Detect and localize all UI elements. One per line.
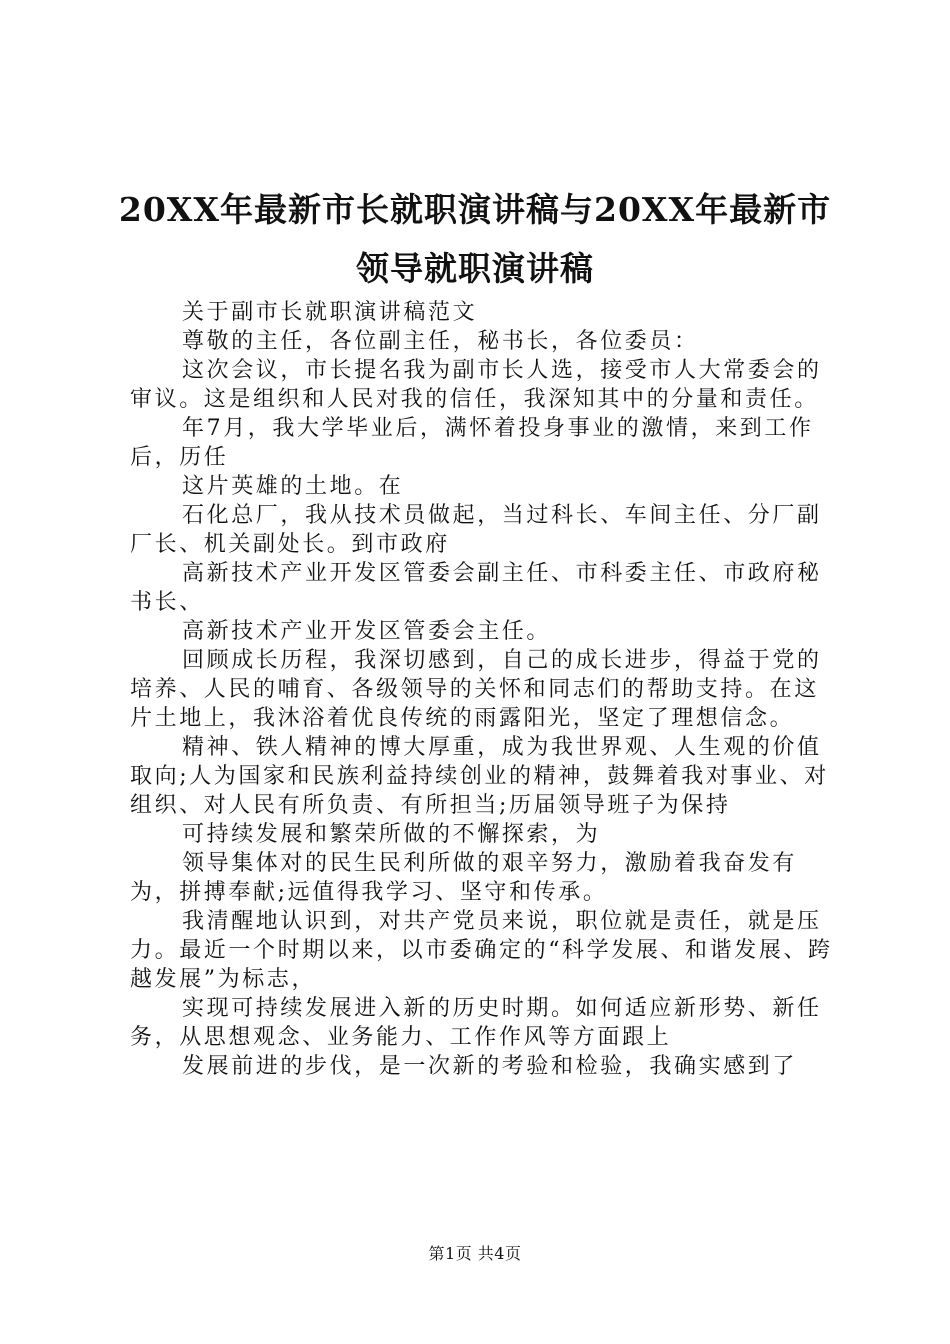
- paragraph: 可持续发展和繁荣所做的不懈探索，为: [182, 822, 601, 847]
- paragraph: 领导集体对的民生民利所做的艰辛努力，激励着我奋发有为，拼搏奉献;远值得我学习、坚守和传承。: [130, 851, 798, 905]
- paragraph: 高新技术产业开发区管委会副主任、市科委主任、市政府秘书长、: [130, 561, 822, 615]
- document-title-line-2: 领导就职演讲稿: [356, 249, 594, 288]
- paragraph: 关于副市长就职演讲稿范文: [182, 300, 478, 325]
- paragraph: 回顾成长历程，我深切感到，自己的成长进步，得益于党的培养、人民的哺育、各级领导的关怀和同志们的帮助支持。在这片土地上，我沐浴着优良传统的雨露阳光，坚定了理想信念。: [130, 648, 822, 731]
- paragraph: 实现可持续发展进入新的历史时期。如何适应新形势、新任务，从思想观念、业务能力、工作作风等方面跟上: [130, 996, 822, 1050]
- paragraph: 这片英雄的土地。在: [182, 474, 404, 499]
- paragraph: 高新技术产业开发区管委会主任。: [182, 619, 552, 644]
- page-indicator: 第1页 共4页: [428, 1244, 522, 1263]
- paragraph: 尊敬的主任，各位副主任，秘书长，各位委员：: [182, 329, 699, 354]
- document-body: [130, 298, 842, 1081]
- paragraph: 精神、铁人精神的博大厚重，成为我世界观、人生观的价值取向;人为国家和民族利益持续创业的精神，鼓舞着我对事业、对组织、对人民有所负责、有所担当;历届领导班子为保持: [130, 735, 829, 818]
- paragraph: 这次会议，市长提名我为副市长人选，接受市人大常委会的审议。这是组织和人民对我的信任，我深知其中的分量和责任。: [130, 358, 822, 412]
- paragraph: 我清醒地认识到，对共产党员来说，职位就是责任，就是压力。最近一个时期以来，以市委确定的“科学发展、和谐发展、跨越发展”为标志，: [130, 909, 833, 992]
- paragraph: 石化总厂，我从技术员做起，当过科长、车间主任、分厂副厂长、机关副处长。到市政府: [130, 503, 822, 557]
- paragraph: 年7月，我大学毕业后，满怀着投身事业的激情，来到工作后，历任: [130, 416, 814, 470]
- document-title-line-1: 20XX年最新市长就职演讲稿与20XX年最新市: [118, 190, 832, 229]
- paragraph: 发展前进的步伐，是一次新的考验和检验，我确实感到了: [182, 1054, 798, 1079]
